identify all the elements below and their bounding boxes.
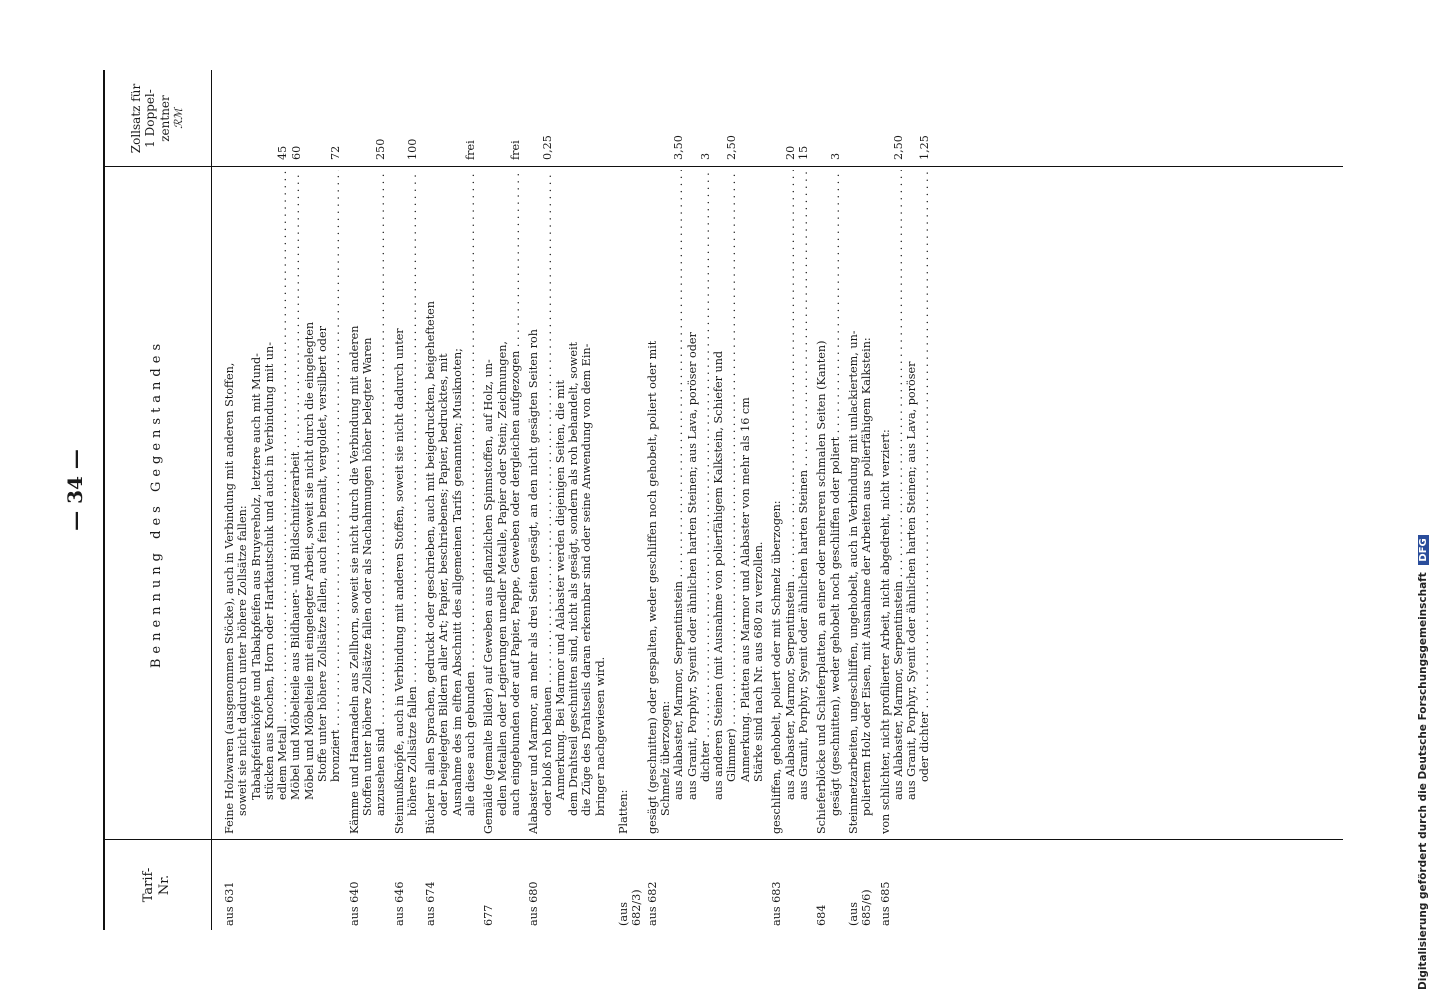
- tariff-table: [103, 70, 1343, 930]
- description-line: stücken aus Knochen, Horn oder Hartkautschuk und auch in Verbindung mit un-: [262, 342, 276, 800]
- duty-rate: 2,50: [891, 135, 905, 160]
- item-description: [879, 170, 932, 834]
- description-line: aus Granit, Porphyr, Syenit oder ähnlichen harten Steinen . . .: [797, 170, 810, 834]
- description-line: aus Granit, Porphyr, Syenit oder ähnlichen harten Steinen; aus Lava, poröser: [905, 361, 919, 800]
- description-line: aus Alabaster, Marmor, Serpentinstein . . .: [672, 170, 685, 834]
- description-line: Möbel und Möbelteile aus Bildhauer- und Bildschnitzerarbeit . . .: [289, 170, 302, 834]
- description-line: bronziert . . .: [329, 170, 342, 834]
- duty-rate: frei: [508, 140, 522, 160]
- item-description: [646, 170, 766, 834]
- digitization-credit: [1417, 10, 1433, 990]
- header-tariff-label: Tarif- Nr.: [141, 867, 172, 903]
- description-line: Steinnußknöpfe, auch in Verbindung mit anderen Stoffen, soweit sie nicht dadurch unter: [392, 328, 406, 834]
- tariff-number: aus 685: [878, 881, 892, 926]
- tariff-number: aus 682: [645, 881, 659, 926]
- description-line: Steinmetzarbeiten, ungeschliffen, ungehobelt, auch in Verbindung mit unlackiertem, un-: [846, 330, 860, 834]
- duty-rate: 3,50: [672, 135, 686, 160]
- description-line: Bücher in allen Sprachen, gedruckt oder geschrieben, auch mit beigedruckten, beigehefteten: [424, 301, 438, 834]
- duty-rate: 20: [783, 145, 797, 160]
- description-line: höhere Zollsätze fallen . . .: [406, 170, 419, 834]
- description-line: dichter . . .: [699, 170, 712, 834]
- tariff-number: aus 674: [424, 881, 438, 926]
- description-line: Stoffen unter höhere Zollsätze fallen oder als Nachahmungen höher belegter Waren: [360, 337, 374, 816]
- item-description: [847, 170, 874, 834]
- description-line: Schmelz überzogen:: [658, 700, 672, 816]
- description-line: oder beigelegten Bildern aller Art; Papier, beschriebenes; Papier, bedrucktes, mit: [437, 353, 451, 816]
- header-description: [103, 167, 211, 840]
- description-line: Gemälde (gemalte Bilder) auf Geweben aus pflanzlichen Spinnstoffen, auf Holz, un-: [482, 359, 496, 834]
- duty-rate: 72: [329, 145, 343, 160]
- column-divider-1: [103, 839, 1343, 840]
- header-description-label: Benennung des Gegenstandes: [149, 338, 165, 669]
- description-line: oder dichter . . .: [918, 170, 931, 834]
- item-description: [424, 170, 477, 834]
- tariff-number: aus 640: [347, 881, 361, 926]
- description-line: aus anderen Steinen (mit Ausnahme von polierfähigem Kalkstein, Schiefer und: [712, 350, 726, 800]
- description-line: dem Drahtseil geschnitten sind, nicht als gesägt, sondern als roh behandelt, soweit: [567, 341, 581, 816]
- description-line: gesägt (geschnitten), weder gehobelt noch geschliffen oder poliert . . .: [829, 170, 842, 834]
- header-rate: [103, 70, 211, 167]
- header-rate-label: Zollsatz für 1 Doppel- zentner: [128, 83, 172, 154]
- description-line: Platten:: [617, 789, 631, 834]
- description-line: poliertem Holz oder Eisen, mit Ausnahme der Arbeiten aus polierfähigem Kalkstein:: [860, 337, 874, 816]
- digitization-credit-text: Digitalisierung gefördert durch die Deutsche Forschungsgemeinschaft: [1417, 572, 1429, 990]
- item-description: [770, 170, 810, 834]
- description-line: Stoffe unter höhere Zollsätze fallen, auch fein bemalt, vergoldet, versilbert oder: [316, 326, 330, 782]
- item-description: [393, 170, 420, 834]
- description-line: alle diese auch gebunden . . .: [464, 170, 477, 834]
- description-line: Alabaster und Marmor, an mehr als drei Seiten gesägt, an den nicht gesägten Seiten roh: [527, 329, 541, 834]
- description-line: Glimmer) . . .: [725, 170, 738, 834]
- description-line: die Züge des Drahtseils daran erkennbar sind oder seine Anwendung von dem Ein-: [580, 343, 594, 816]
- header-tariff-number: [103, 840, 211, 930]
- rotated-page-content: [53, 70, 1353, 930]
- duty-rate: 100: [405, 138, 419, 160]
- header-rate-unit: ℛℳ: [171, 108, 185, 129]
- tariff-number: (aus 682/3): [617, 889, 644, 926]
- tariff-number: aus 646: [392, 881, 406, 926]
- duty-rate: 60: [289, 145, 303, 160]
- table-header-rule: [211, 70, 212, 930]
- description-line: aus Alabaster, Marmor, Serpentinstein . . .: [784, 170, 797, 834]
- description-line: Möbel und Möbelteile mit eingelegter Arbeit, soweit sie nicht durch die eingelegten: [302, 321, 316, 800]
- tariff-number: 684: [815, 904, 829, 926]
- column-divider-2: [103, 166, 1343, 167]
- tariff-number: aus 680: [527, 881, 541, 926]
- tariff-number: (aus 685/6): [846, 889, 874, 926]
- page-number: — 34 —: [63, 449, 87, 531]
- duty-rate: 3: [698, 152, 712, 160]
- description-line: Anmerkung. Bei Marmor und Alabaster werden diejenigen Seiten, die mit: [553, 380, 567, 800]
- description-line: von schlichter, nicht profilierter Arbeit, nicht abgedreht, nicht verziert:: [878, 429, 892, 834]
- duty-rate: 250: [374, 138, 388, 160]
- description-line: edlem Metall . . .: [276, 170, 289, 834]
- duty-rate: 2,50: [725, 135, 739, 160]
- item-description: [527, 170, 607, 834]
- description-line: bringer nachgewiesen wird.: [593, 656, 607, 816]
- item-description: [815, 170, 842, 834]
- description-line: edlen Metallen oder Legierungen unedler Metalle, Papier oder Stein; Zeichnungen,: [495, 341, 509, 816]
- description-line: Schieferblöcke und Schieferplatten, an einer oder mehreren schmalen Seiten (Kanten): [815, 340, 829, 834]
- description-line: Stärke sind nach Nr. aus 680 zu verzollen.: [752, 541, 766, 782]
- tariff-number: aus 683: [770, 881, 784, 926]
- item-description: [482, 170, 522, 834]
- description-line: soweit sie nicht dadurch unter höhere Zollsätze fallen:: [236, 505, 250, 816]
- description-line: anzusehen sind . . .: [374, 170, 387, 834]
- tariff-number: aus 631: [223, 881, 236, 926]
- dfg-logo: DFG: [1418, 535, 1429, 564]
- duty-rate: 15: [796, 145, 810, 160]
- duty-rate: frei: [464, 140, 478, 160]
- description-line: Kämme und Haarnadeln aus Zellhorn, soweit sie nicht durch die Verbindung mit anderen: [347, 325, 361, 834]
- description-line: Anmerkung. Platten aus Marmor und Alabaster von mehr als 16 cm: [738, 397, 752, 782]
- description-line: auch eingebunden oder auf Papier, Pappe, Geweben oder dergleichen aufgezogen . . .: [509, 170, 522, 834]
- description-line: aus Granit, Porphyr, Syenit oder ähnlichen harten Steinen; aus Lava, poröser oder: [685, 332, 699, 800]
- description-line: aus Alabaster, Marmor, Serpentinstein . . .: [892, 170, 905, 834]
- description-line: gesägt (geschnitten) oder gespalten, weder geschliffen noch gehobelt, poliert oder mit: [645, 340, 659, 834]
- item-description: [223, 170, 343, 834]
- description-line: Feine Holzwaren (ausgenommen Stöcke), auch in Verbindung mit anderen Stoffen,: [223, 362, 236, 834]
- description-line: oder bloß roh behauen . . .: [541, 170, 554, 834]
- duty-rate: 3: [828, 152, 842, 160]
- item-description: [348, 170, 388, 834]
- description-line: geschliffen, gehobelt, poliert oder mit Schmelz überzogen:: [770, 500, 784, 834]
- item-description: [617, 170, 630, 834]
- duty-rate: 1,25: [918, 135, 932, 160]
- description-line: Ausnahme des im elften Abschnitt des allgemeinen Tarifs genannten; Musiknoten;: [450, 348, 464, 816]
- duty-rate: 0,25: [540, 135, 554, 160]
- tariff-number: 677: [482, 904, 496, 926]
- description-line: Tabakpfeifenköpfe und Tabakpfeifen aus Bruyereholz, letztere auch mit Mund-: [249, 353, 263, 800]
- duty-rate: 45: [276, 145, 290, 160]
